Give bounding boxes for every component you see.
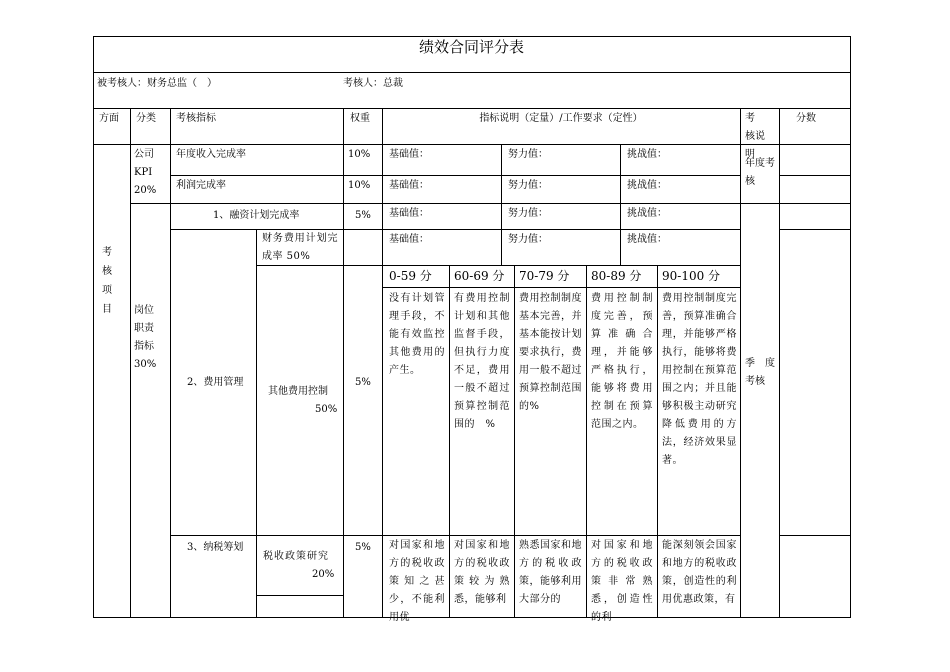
category-company-kpi: 公司KPI 20% xyxy=(134,149,157,196)
score-range-60-69: 60-69 分 xyxy=(454,269,505,283)
kpi-indicator-revenue: 年度收入完成率 xyxy=(176,149,246,160)
effort-value-label: 努力值： xyxy=(508,149,548,160)
expense-level-70-79: 费用控制制度基本完善，并基本能按计划要求执行，费用一般不超过预算控制范围的% xyxy=(519,293,582,412)
assessor-label: 考核人：总裁 xyxy=(343,78,403,89)
score-range-0-59: 0-59 分 xyxy=(389,269,432,283)
effort-value-label: 努力值： xyxy=(508,234,548,245)
assessee-label: 被考核人：财务总监（ ） xyxy=(97,78,217,89)
tax-level-70-79: 熟悉国家和地方的税收政策，能够利用大部分的 xyxy=(519,540,582,605)
header-category: 分类 xyxy=(136,113,156,124)
header-description: 指标说明（定量）/工作要求（定性） xyxy=(479,113,643,124)
expense-level-0-59: 没有计划管理手段，不能有效监控其他费用的产生。 xyxy=(389,293,445,376)
kpi-weight-profit: 10% xyxy=(348,180,371,191)
sub-indicator-tax-policy: 税收政策研究 xyxy=(263,551,329,562)
sub-indicator-other-expense: 其他费用控制 xyxy=(268,386,328,397)
tax-level-90-100: 能深刻领会国家和地方的税收政策，创造性的利用优惠政策，有 xyxy=(662,540,737,605)
indicator-tax: 3、纳税筹划 xyxy=(187,542,244,553)
score-range-80-89: 80-89 分 xyxy=(591,269,642,283)
header-score: 分数 xyxy=(796,113,816,124)
header-aspect: 方面 xyxy=(99,113,119,124)
challenge-value-label: 挑战值： xyxy=(627,180,667,191)
expense-level-80-89: 费用控制制度完善，预算准确合理，并能够严格执行，能够将费用控制在预算范围之内。 xyxy=(591,293,653,430)
weight-tax: 5% xyxy=(355,542,371,553)
header-weight: 权重 xyxy=(350,113,370,124)
period-annual: 年度考核 xyxy=(745,158,775,187)
indicator-financing: 1、融资计划完成率 xyxy=(213,210,300,221)
category-position-duty: 岗位职责指标 30% xyxy=(134,305,157,370)
kpi-weight-revenue: 10% xyxy=(348,149,371,160)
tax-level-80-89: 对国家和地方的税收政策非常熟悉，创造性的利 xyxy=(591,540,653,623)
tax-level-0-59: 对国家和地方的税收政策知之甚少，不能利用优 xyxy=(389,540,445,623)
challenge-value-label: 挑战值： xyxy=(627,234,667,245)
indicator-expense: 2、费用管理 xyxy=(187,377,244,388)
base-value-label: 基础值： xyxy=(389,208,429,219)
score-range-90-100: 90-100 分 xyxy=(662,269,721,283)
kpi-indicator-profit: 利润完成率 xyxy=(176,180,226,191)
sub-indicator-finance-cost: 财务费用计划完成率 50% xyxy=(262,233,338,262)
header-indicator: 考核指标 xyxy=(176,113,216,124)
sub-indicator-other-expense-weight: 50% xyxy=(315,404,338,415)
base-value-label: 基础值： xyxy=(389,234,429,245)
header-period: 考 核说明 xyxy=(745,113,765,160)
expense-level-90-100: 费用控制制度完善，预算准确合理，并能够严格执行，能够将费用控制在预算范围之内；并且能够积极主动研究降低费用的方法，经济效果显著。 xyxy=(662,293,737,466)
period-quarterly: 季 度考核 xyxy=(745,358,775,387)
base-value-label: 基础值： xyxy=(389,180,429,191)
weight-expense: 5% xyxy=(355,377,371,388)
base-value-label: 基础值： xyxy=(389,149,429,160)
challenge-value-label: 挑战值： xyxy=(627,208,667,219)
sub-indicator-tax-policy-weight: 20% xyxy=(312,569,335,580)
aspect-label: 考核项目 xyxy=(102,247,112,315)
effort-value-label: 努力值： xyxy=(508,208,548,219)
challenge-value-label: 挑战值： xyxy=(627,149,667,160)
document-title: 绩效合同评分表 xyxy=(418,38,524,56)
expense-level-60-69: 有费用控制计划和其他监督手段，但执行力度不足，费用一般不超过预算控制范围的 % xyxy=(454,293,510,430)
score-range-70-79: 70-79 分 xyxy=(519,269,570,283)
weight-financing: 5% xyxy=(355,210,371,221)
effort-value-label: 努力值： xyxy=(508,180,548,191)
tax-level-60-69: 对国家和地方的税收政策较为熟悉，能够利 xyxy=(454,540,510,605)
